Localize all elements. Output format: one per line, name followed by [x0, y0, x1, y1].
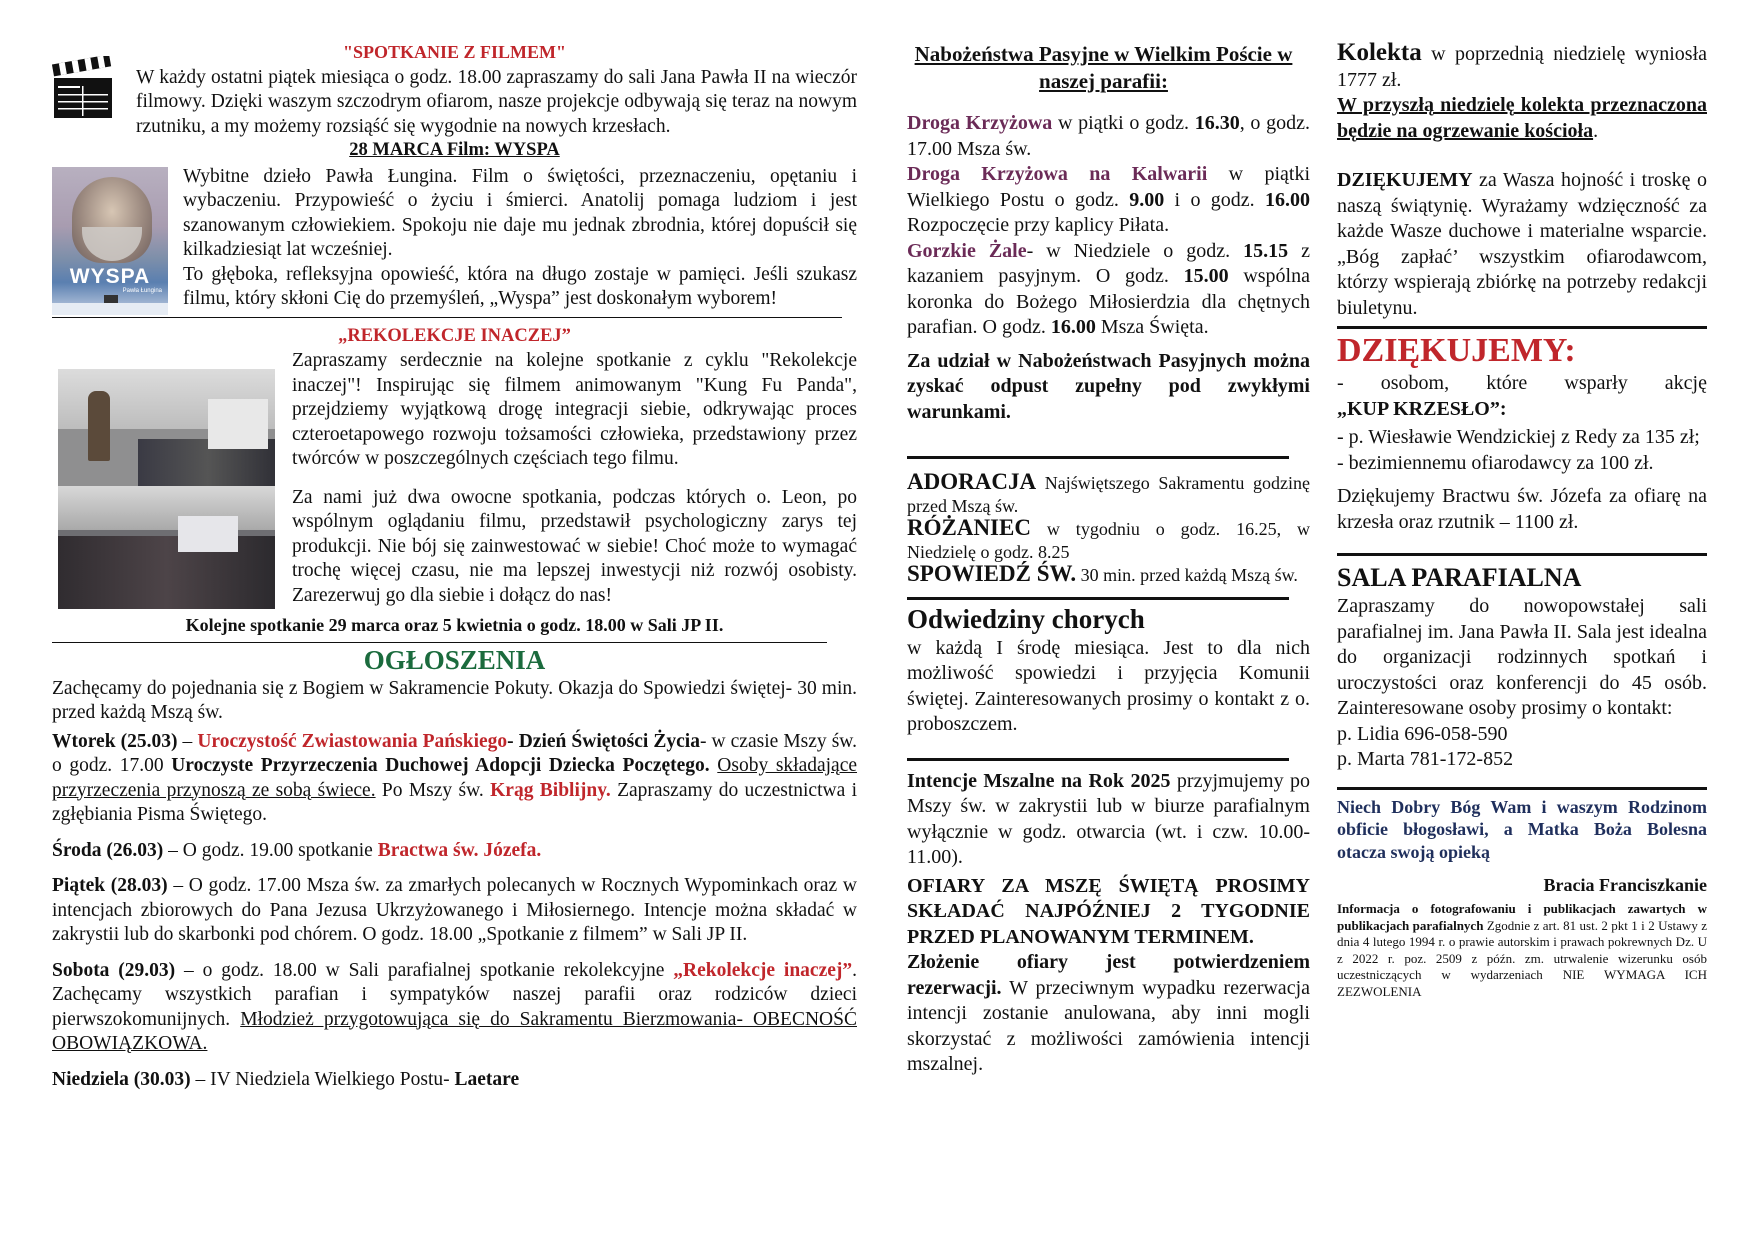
day-label: Sobota (29.03) [52, 959, 176, 981]
dziekujemy-line-3: - bezimiennemu ofiarodawcy za 100 zł. [1337, 451, 1654, 474]
odpust-note: Za udział w Nabożeństwach Pasyjnych można zyskać odpust zupełny pod zwykłymi warunkami. [907, 349, 1310, 423]
dziekujemy-line-2: - p. Wiesławie Wendzickiej z Redy za 135 zł; [1337, 426, 1700, 448]
announcement-wednesday [52, 839, 857, 864]
rekolekcje-p1: Zapraszamy serdecznie na kolejne spotkanie z cyklu "Rekolekcje inaczej"! Inspirując się filmem animowanym "Kung Fu Panda", przejdziemy wyjątkową drogę integracji siebie, odkrywając proces czteroetapowego rozwoju tożsamości człowieka, przedstawiony przez twórców w poszczególnych częściach tego filmu. [292, 350, 857, 469]
chorzy-text: w każdą I środę miesiąca. Jest to dla nich możliwość spowiedzi i przyjęcia Komunii świętej. Zainteresowanych prosimy o kontakt z o. proboszczem. [907, 636, 1310, 735]
adoracja [907, 471, 1310, 517]
film-intro-text: W każdy ostatni piątek miesiąca o godz. 18.00 zapraszamy do sali Jana Pawła II na wieczór filmowy. Dzięki waszym szczodrym ofiarom, nasze projekcje odbywają się teraz na nowym rzutniku, a my możemy rozsiąść się wygodnie na nowych krzesłach. [136, 66, 857, 137]
text: w poprzednią niedzielę wyniosła 1777 zł. [1337, 43, 1707, 91]
dziekujemy-hojnosc [1337, 168, 1707, 321]
text: za Wasza hojność i troskę o naszą świątynię. Wyrażamy wdzięczność za każde Wasze duchowe i materialne wsparcie. „Bóg zapłać’ wszystkim ofiarodawcom, którzy wspierają zbiórkę na potrzeby redakcji biuletynu. [1337, 169, 1707, 319]
text: Najświętszego Sakramentu godzinę przed Mszą św. [907, 473, 1310, 516]
highlight: Dzień Świętości Życia [518, 730, 700, 752]
text: W przeciwnym wypadku rezerwacja intencji zostanie anulowana, aby inni mogli skorzystać z możliwości zamówienia intencji mszalnej. [907, 976, 1310, 1075]
service-name: Droga Krzyżowa [907, 112, 1053, 134]
intencje-block [907, 769, 1310, 1078]
underlined-text: Młodzież przygotowująca się do Sakramentu Bierzmowania- OBECNOŚĆ OBOWIĄZKOWA. [52, 1008, 857, 1054]
underlined-text: Osoby składające przyrzeczenia przynoszą ze sobą świece. [52, 755, 858, 801]
text: Msza Święta. [1095, 316, 1209, 338]
poster-director: Pawła Łungina [122, 287, 162, 294]
text: Zapraszamy do uczestnictwa i zgłębiania Pisma Świętego. [52, 779, 857, 825]
service-name: Droga Krzyżowa na Kalwarii [907, 163, 1208, 185]
text: Rozpoczęcie przy kaplicy Piłata. [907, 214, 1170, 236]
section-heading: ADORACJA [907, 469, 1037, 494]
text: . Zachęcamy wszystkich parafian i sympatyków naszej parafii oraz rodziców dzieci pierwszokomunijnych. [52, 959, 858, 1030]
text: - w Niedziele o godz. [1026, 239, 1244, 262]
underlined-text: W przyszłą niedzielę kolekta przeznaczona będzie na ogrzewanie kościoła [1337, 94, 1707, 142]
rekolekcje-p2: Za nami już dwa owocne spotkania, podczas których o. Leon, po wspólnym oglądaniu filmu, przedstawił psychologiczny zarys tej produkcji. Nie bój się zainwestować w siebie! Choć może to wymagać trochę więcej czasu, nie ma lepszej inwestycji niż rozwój osobisty. Zarezerwuj go dla siebie i dołącz do nas! [292, 486, 857, 606]
text: Po Mszy św. [375, 779, 491, 801]
section-heading: RÓŻANIEC [907, 515, 1031, 540]
day-label: Niedziela (30.03) [52, 1068, 191, 1090]
announcement-tuesday [52, 730, 857, 828]
text: wspólna koronka do Bożego Miłosierdzia dla chętnych parafian. O godz. [907, 265, 1310, 338]
film-title: "SPOTKANIE Z FILMEM" [342, 42, 566, 62]
service-name: Gorzkie Żale [907, 239, 1027, 262]
spowiedz [907, 563, 1310, 587]
rekolekcje-next: Kolejne spotkanie 29 marca oraz 5 kwietnia o godz. 18.00 w Sali JP II. [185, 615, 724, 635]
column-middle [907, 40, 1310, 1078]
divider [1337, 787, 1707, 790]
droga-krzyzowa-kalwaria [907, 162, 1310, 239]
divider [52, 317, 842, 318]
text: – [177, 730, 198, 752]
sala-title: SALA PARAFIALNA [1337, 563, 1582, 592]
time: 15.15 [1243, 239, 1289, 262]
section-heading: Intencje Mszalne na Rok 2025 [907, 769, 1171, 792]
announcement-friday [52, 874, 857, 948]
kolekta-next [1337, 93, 1707, 144]
section-heading: SPOWIEDŹ ŚW. [907, 561, 1077, 586]
highlight: Informacja o fotografowaniu i publikacjach zawartych w publikacjach parafialnych [1337, 901, 1707, 933]
rekolekcje-title: „REKOLEKCJE INACZEJ” [338, 325, 571, 346]
rekolekcje-block-1 [52, 349, 857, 472]
pasyjne-title: Nabożeństwa Pasyjne w Wielkim Poście w naszej parafii: [914, 42, 1293, 93]
day-label: Wtorek (25.03) [52, 730, 178, 752]
film-desc-2: To głęboka, refleksyjna opowieść, która na długo zostaje w pamięci. Jeśli szukasz filmu, który skłoni Cię do przemyśleń, „Wyspa” jest doskonałym wyborem! [183, 263, 857, 309]
text: z kazaniem pasyjnym. O godz. [907, 239, 1310, 287]
text: w tygodniu o godz. 16.25, w Niedzielę o godz. 8.25 [907, 519, 1310, 562]
ogloszenia-title: OGŁOSZENIA [363, 644, 546, 675]
day-label: Piątek (28.03) [52, 875, 168, 896]
adoracja-block [907, 471, 1310, 587]
film-desc-1: Wybitne dzieło Pawła Łungina. Film o świętości, przeznaczeniu, opętaniu i wybaczeniu. Przypowieść o życiu i śmierci. Anatolij pomaga ludziom i jest szanowanym człowiekiem. Spokoju nie daje mu jednak zbrodnia, której dopuścił się kilkadziesiąt lat wcześniej. [183, 165, 857, 260]
text: – o godz. 18.00 w Sali parafialnej spotkanie rekolekcyjne [175, 959, 674, 981]
rekolekcje-block-2 [52, 486, 857, 609]
highlight: „Rekolekcje inaczej” [673, 959, 853, 981]
ofiary-notice: OFIARY ZA MSZĘ ŚWIĘTĄ PROSIMY SKŁADAĆ NAJPÓŹNIEJ 2 TYGODNIE PRZED PLANOWANYM TERMINEM. [907, 874, 1310, 948]
ogloszenia-list [52, 677, 857, 1093]
text: - w czasie Mszy św. o godz. 17.00 [52, 730, 857, 776]
day-label: Środa (26.03) [52, 839, 164, 861]
gorzkie-zale [907, 239, 1310, 341]
text: – IV Niedziela Wielkiego Postu- [190, 1068, 455, 1090]
dziekujemy-line-1: - osobom, które wsparły akcję [1337, 372, 1707, 394]
sala-contact-2: p. Marta 781-172-852 [1337, 748, 1514, 770]
text: i o godz. [1164, 188, 1265, 211]
time: 16.00 [1265, 188, 1310, 211]
pasyjne-list [907, 111, 1310, 425]
column-right [1337, 40, 1707, 1000]
column-left [52, 40, 857, 1092]
poster-title: WYSPA [69, 264, 151, 288]
sala-contact-1: p. Lidia 696-058-590 [1337, 722, 1508, 745]
time: 15.00 [1183, 265, 1229, 287]
text: 30 min. przed każdą Mszą św. [1076, 565, 1298, 585]
highlight: Laetare [454, 1068, 520, 1090]
film-date-heading: 28 MARCA Film: WYSPA [349, 140, 560, 160]
highlight: Uroczystość Zwiastowania Pańskiego [197, 730, 508, 752]
chorzy-title: Odwiedziny chorych [907, 603, 1145, 634]
divider [907, 456, 1289, 459]
text: Zgodnie z art. 81 ust. 2 pkt 1 i 2 Ustawy z dnia 4 lutego 1994 r. o prawie autorskim i prawach pokrewnych Dz. U z 2022 r. poz. 2509 z późn. zm. utrwalenie wizerunku osób uczestniczących w wydarzeniach NIE WYMAGA ICH ZEZWOLENIA [1337, 917, 1707, 999]
time: 16.30 [1194, 112, 1240, 134]
blessing-signature: Bracia Franciszkanie [1543, 875, 1707, 895]
intencje-text [907, 769, 1310, 871]
rekolekcje-photo-1 [58, 369, 275, 492]
zlozenie-note [907, 950, 1310, 1078]
divider [1337, 326, 1707, 329]
section-heading: Kolekta [1337, 39, 1422, 66]
clapperboard-icon [52, 56, 116, 120]
sala-text: Zapraszamy do nowopowstałej sali parafialnej im. Jana Pawła II. Sala jest idealna do organizacji rodzinnych spotkań i uroczystości oraz konferencji do 45 osób. Zainteresowane osoby prosimy o kontakt: [1337, 595, 1707, 719]
dziekujemy-title: DZIĘKUJEMY: [1337, 332, 1576, 369]
text: – O godz. 19.00 spotkanie [163, 839, 378, 861]
text: , o godz. 17.00 Msza św. [907, 112, 1310, 160]
dziekujemy-line-4: Dziękujemy Bractwu św. Józefa za ofiarę na krzesła oraz rzutnik – 1100 zł. [1337, 485, 1707, 533]
dziekujemy-list [1337, 371, 1707, 535]
highlight: Bractwa św. Józefa. [377, 839, 542, 861]
highlight: Złożenie ofiary jest potwierdzeniem rezerwacji. [907, 951, 1310, 999]
announcement-sunday [52, 1068, 857, 1093]
highlight: Uroczyste Przyrzeczenia Duchowej Adopcji Dziecka Poczętego. [171, 755, 710, 776]
film-poster-image [52, 167, 168, 315]
blessing-text: Niech Dobry Bóg Wam i waszym Rodzinom obficie błogosławi, a Matka Boża Bolesna otacza swoją opieką [1337, 796, 1707, 862]
text: . [1593, 119, 1599, 142]
text: w piątki o godz. [1052, 112, 1195, 134]
time: 9.00 [1129, 188, 1165, 211]
divider [907, 758, 1289, 761]
text: - [507, 730, 519, 752]
text: przyjmujemy po Mszy św. w zakrystii lub w biurze parafialnym wyłącznie w godz. otwarcia (wt. i czw. 10.00-11.00). [907, 769, 1311, 868]
film-description-block [52, 165, 857, 312]
kolekta-text [1337, 40, 1707, 93]
text: w piątki Wielkiego Postu o godz. [907, 163, 1310, 211]
highlight: Krąg Biblijny. [490, 779, 611, 801]
rekolekcje-photo-2 [58, 486, 275, 609]
divider [1337, 553, 1707, 556]
droga-krzyzowa [907, 111, 1310, 162]
photo-info-note [1337, 901, 1707, 1000]
divider [907, 597, 1289, 600]
film-intro-block [52, 40, 857, 138]
rozaniec [907, 517, 1310, 563]
ogloszenia-intro: Zachęcamy do pojednania się z Bogiem w Sakramencie Pokuty. Okazja do Spowiedzi świętej- 30 min. przed każdą Mszą św. [52, 677, 857, 723]
time: 16.00 [1050, 316, 1096, 338]
kolekta-block [1337, 40, 1707, 144]
announcement-saturday [52, 959, 857, 1057]
section-heading: DZIĘKUJEMY [1337, 169, 1473, 191]
dziekujemy-action: „KUP KRZESŁO”: [1337, 397, 1507, 420]
text: – O godz. 17.00 Msza św. za zmarłych polecanych w Rocznych Wypominkach oraz w intencjach zbiorowych do Pana Jezusa Ukrzyżowanego i Miłosiernego. Intencje można składać w zakrystii lub do skarbonki pod chórem. O godz. 18.00 „Spotkanie z filmem” w Sali JP II. [52, 875, 857, 945]
